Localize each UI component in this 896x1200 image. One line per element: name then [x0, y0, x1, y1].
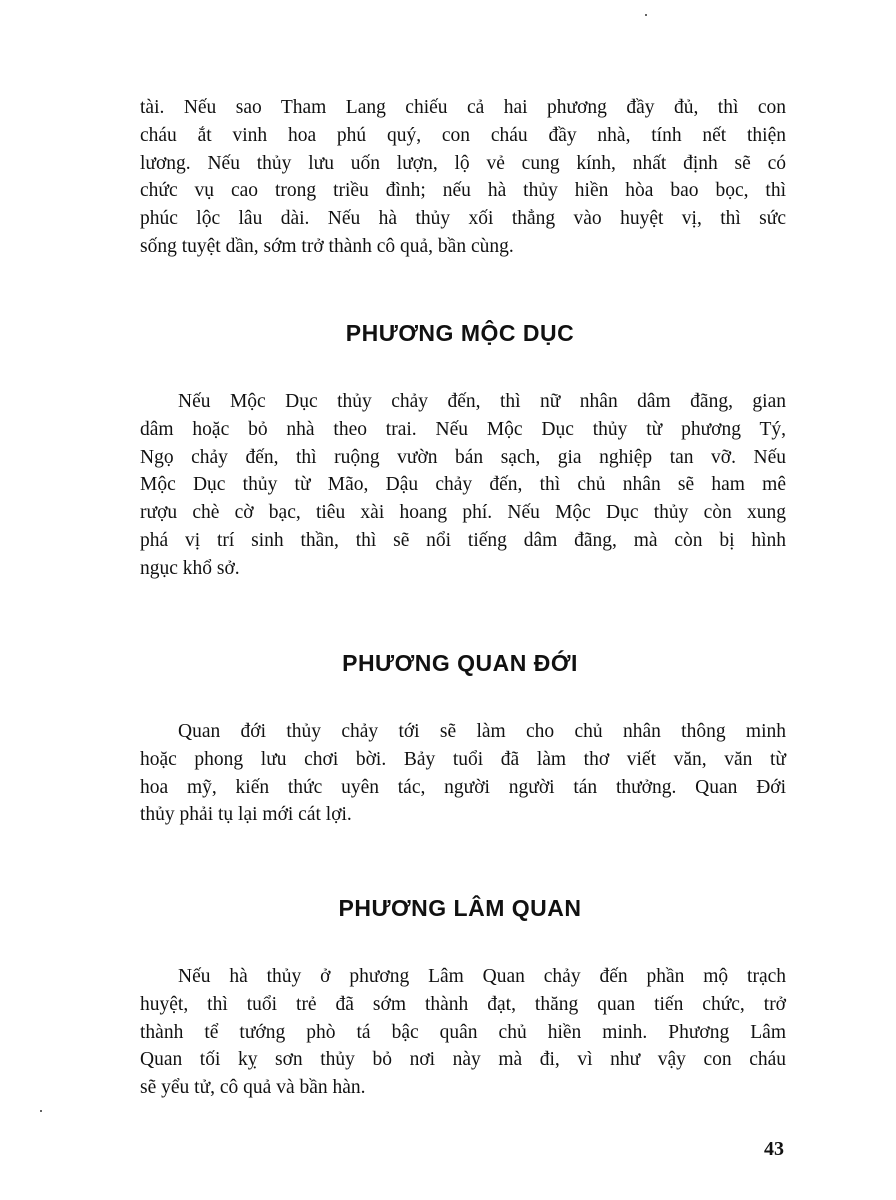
text-line: hoa mỹ, kiến thức uyên tác, người người tán thưởng. Quan Đới — [140, 776, 786, 798]
text-line: thủy phải tụ lại mới cát lợi. — [140, 804, 352, 826]
text-line: dâm hoặc bỏ nhà theo trai. Nếu Mộc Dục thủy từ phương Tý, — [140, 418, 786, 440]
page-number: 43 — [764, 1138, 784, 1160]
text-line: lương. Nếu thủy lưu uốn lượn, lộ vẻ cung kính, nhất định sẽ có — [140, 152, 786, 174]
text-line: Mộc Dục thủy từ Mão, Dậu chảy đến, thì chủ nhân sẽ ham mê — [140, 474, 786, 496]
paragraph-lam-quan — [140, 963, 786, 1102]
text-line: sống tuyệt dần, sớm trở thành cô quả, bần cùng. — [140, 235, 514, 257]
text-line: huyệt, thì tuổi trẻ đã sớm thành đạt, thăng quan tiến chức, trở — [140, 993, 786, 1015]
text-line: phúc lộc lâu dài. Nếu hà thủy xối thẳng vào huyệt vị, thì sức — [140, 208, 786, 230]
scan-speck — [645, 14, 647, 16]
paragraph-moc-duc — [140, 388, 786, 583]
text-line: Nếu hà thủy ở phương Lâm Quan chảy đến phần mộ trạch — [178, 966, 786, 987]
paragraph-quan-doi — [140, 718, 786, 829]
text-line: cháu ắt vinh hoa phú quý, con cháu đầy nhà, tính nết thiện — [140, 124, 786, 146]
text-line: tài. Nếu sao Tham Lang chiếu cả hai phương đầy đủ, thì con — [140, 97, 786, 118]
text-line: rượu chè cờ bạc, tiêu xài hoang phí. Nếu Mộc Dục thủy còn xung — [140, 502, 786, 524]
text-line: Quan đới thủy chảy tới sẽ làm cho chủ nhân thông minh — [178, 721, 786, 742]
text-line: Ngọ chảy đến, thì ruộng vườn bán sạch, gia nghiệp tan vỡ. Nếu — [140, 446, 786, 468]
text-line: phá vị trí sinh thần, thì sẽ nổi tiếng dâm đãng, mà còn bị hình — [140, 529, 786, 551]
text-line: Nếu Mộc Dục thủy chảy đến, thì nữ nhân dâm đãng, gian — [178, 391, 786, 412]
text-line: chức vụ cao trong triều đình; nếu hà thủy hiền hòa bao bọc, thì — [140, 180, 786, 202]
text-line: hoặc phong lưu chơi bời. Bảy tuổi đã làm thơ viết văn, văn từ — [140, 748, 786, 770]
section-heading-lam-quan: PHƯƠNG LÂM QUAN — [338, 895, 582, 921]
paragraph-continuation — [140, 94, 786, 261]
text-line: Quan tối kỵ sơn thủy bỏ nơi này mà đi, vì như vậy con cháu — [140, 1049, 786, 1071]
text-line: ngục khổ sở. — [140, 557, 240, 579]
text-line: sẽ yểu tử, cô quả và bần hàn. — [140, 1077, 366, 1099]
section-heading-quan-doi: PHƯƠNG QUAN ĐỚI — [342, 650, 578, 676]
section-heading-moc-duc: PHƯƠNG MỘC DỤC — [345, 320, 575, 346]
scan-speck — [40, 1110, 42, 1112]
text-line: thành tể tướng phò tá bậc quân chủ hiền minh. Phương Lâm — [140, 1021, 786, 1043]
